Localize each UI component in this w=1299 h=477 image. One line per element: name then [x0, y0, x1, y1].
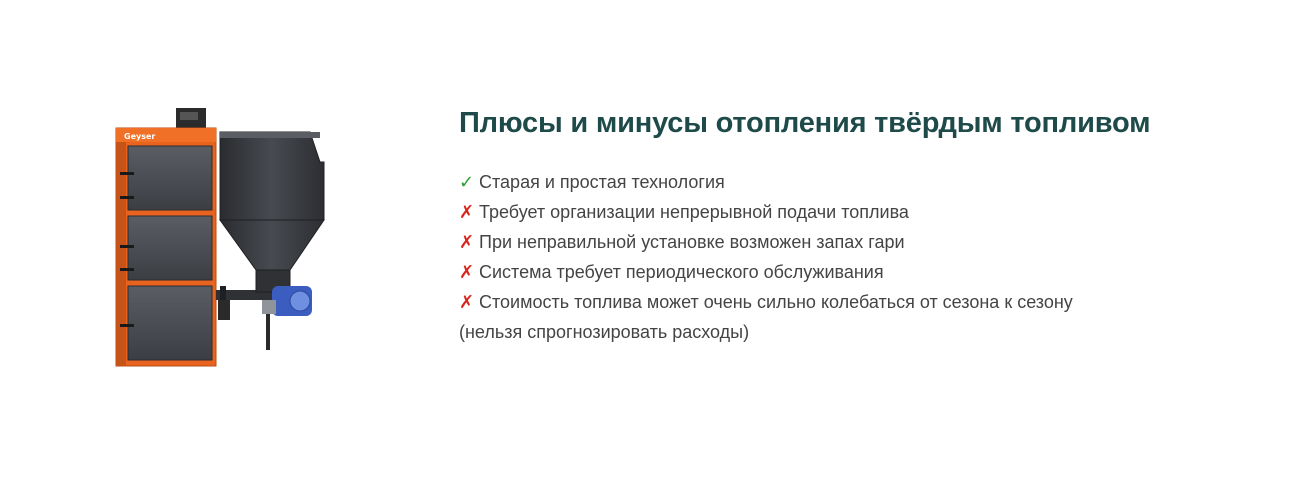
list-item-con	[459, 227, 1259, 257]
list-item-con	[459, 197, 1259, 227]
list-item-text: Требует организации непрерывной подачи топлива	[479, 202, 909, 222]
list-item-pro	[459, 167, 1259, 197]
boiler-illustration	[108, 100, 333, 372]
list-item-con	[459, 257, 1259, 287]
list-item-text: При неправильной установке возможен запах гари	[479, 232, 905, 252]
list-item-con	[459, 287, 1259, 317]
boiler-image	[108, 100, 333, 372]
checkmark-icon: ✓	[459, 172, 475, 192]
cross-icon: ✗	[459, 262, 475, 282]
list-note: (нельзя спрогнозировать расходы)	[459, 322, 750, 342]
pros-cons-section	[459, 103, 1259, 347]
cross-icon: ✗	[459, 292, 475, 312]
section-title: Плюсы и минусы отопления твёрдым топливом	[459, 107, 1151, 139]
cross-icon: ✗	[459, 202, 475, 222]
list-item-text: Стоимость топлива может очень сильно колебаться от сезона к сезону	[479, 292, 1073, 312]
list-item-text: Система требует периодического обслуживания	[479, 262, 884, 282]
boiler-brand-label: Geyser	[124, 132, 156, 141]
list-item-text: Старая и простая технология	[479, 172, 725, 192]
cross-icon: ✗	[459, 232, 475, 252]
pros-cons-list	[459, 167, 1259, 317]
